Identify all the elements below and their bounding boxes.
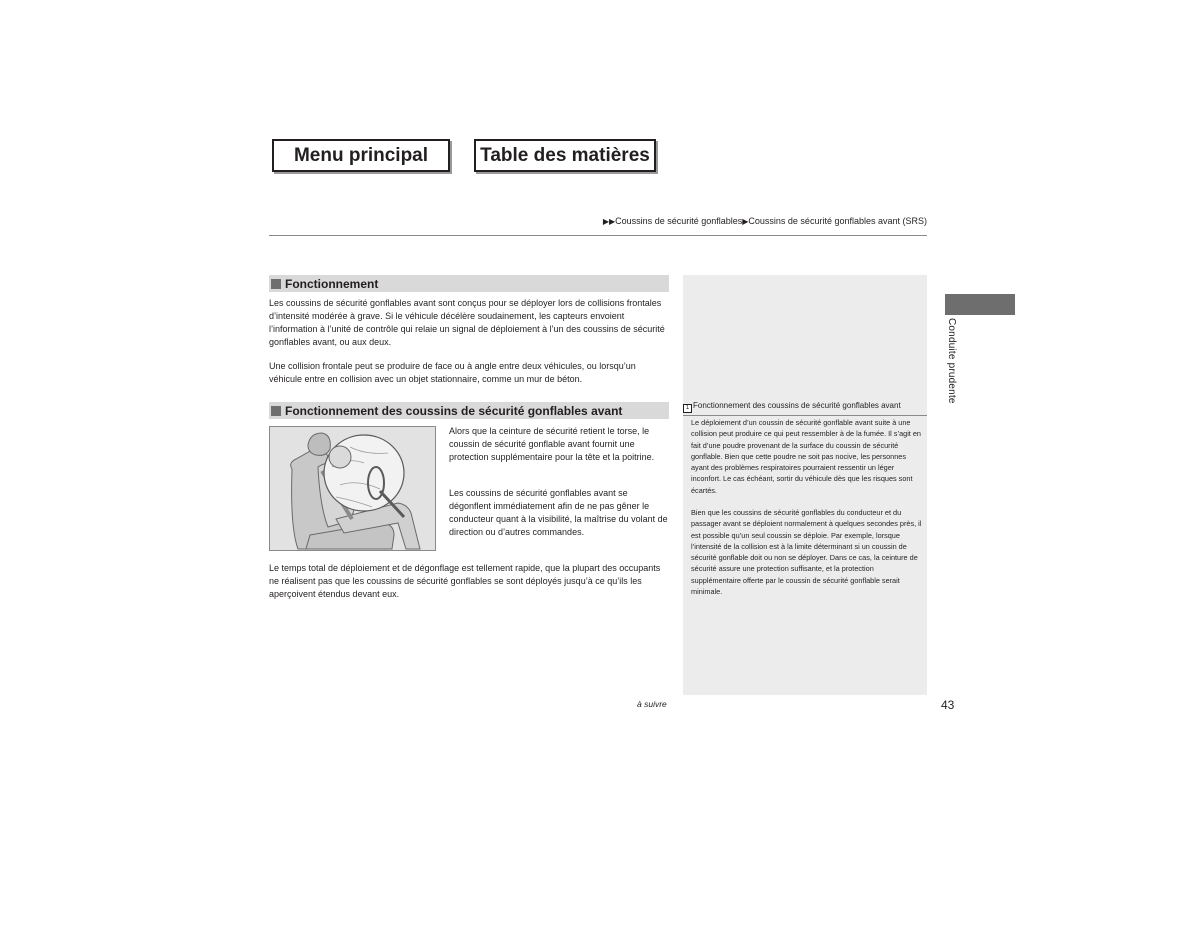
paragraph: Le temps total de déploiement et de dégonflage est tellement rapide, que la plupart des occupants ne réalisent pas que les coussins de sécurité gonflables se sont déployés jusqu’à ce qu’ils les aperçoivent étendus devant eux. — [269, 563, 661, 599]
paragraph: Les coussins de sécurité gonflables avant sont conçus pour se déployer lors de collisions frontales d’intensité modérée à grave. Si le véhicule décélère soudainement, les capteurs envoient l’information à l’unité de contrôle qui relaie un signal de déploiement à l’un des coussins de sécurité gonflables avant, ou aux deux. — [269, 298, 665, 347]
breadcrumb-separator: ▶ — [742, 217, 749, 226]
continued-label: à suivre — [637, 699, 667, 709]
note-reference-icon: 1 — [683, 404, 692, 413]
paragraph: Les coussins de sécurité gonflables avant se dégonflent immédiatement afin de ne pas gêner le conducteur quant à la visibilité, la maîtrise du volant de direction ou d’autres commandes. — [449, 488, 668, 537]
breadcrumb — [603, 216, 927, 226]
chapter-tab-label: Conduite prudente — [946, 318, 957, 404]
page-number: 43 — [941, 698, 955, 712]
sidebar-note-title-text: Fonctionnement des coussins de sécurité gonflables avant — [693, 401, 901, 410]
table-of-contents-button[interactable]: Table des matières — [474, 139, 656, 172]
section-heading-operation — [269, 275, 669, 292]
sidebar-note-title — [683, 401, 927, 416]
section-heading-text: Fonctionnement des coussins de sécurité gonflables avant — [285, 403, 623, 418]
heading-square-icon — [271, 406, 281, 416]
breadcrumb-level2: Coussins de sécurité gonflables avant (SRS) — [748, 216, 927, 226]
sidebar-note: Le déploiement d’un coussin de sécurité gonflable avant suite à une collision peut produire ce qui peut ressembler à de la fumée. Il s’agit en fait d’une poudre provenant de la surface du coussin de sécurité gonflable. Bien que cette poudre ne soit pas nocive, les personnes ayant des problèmes respiratoires pourraient ressentir un léger inconfort. Le cas échéant, sortir du véhicule dès que les risques sont écartés. — [691, 418, 921, 495]
section-heading-text: Fonctionnement — [285, 276, 379, 291]
breadcrumb-arrows: ▶▶ — [602, 217, 616, 226]
sidebar-note: Bien que les coussins de sécurité gonflables du conducteur et du passager avant se déploient normalement à quelques secondes près, il est possible qu’un seul coussin se déploie. Par exemple, lorsque l’intensité de la collision est à la limite déterminant si un coussin de sécurité gonflable doit ou non se déployer. Dans ce cas, la ceinture de sécurité assure une protection suffisante, et la protection supplémentaire offerte par le coussin de sécurité gonflable serait minimale. — [691, 508, 922, 597]
driver-airbag-drawing — [270, 427, 435, 550]
main-menu-button[interactable]: Menu principal — [272, 139, 450, 172]
paragraph: Une collision frontale peut se produire de face ou à angle entre deux véhicules, ou lorsqu’un véhicule entre en collision avec un objet stationnaire, comme un mur de béton. — [269, 361, 636, 384]
airbag-illustration — [269, 426, 436, 551]
section-heading-front-airbags — [269, 402, 669, 419]
header-divider — [269, 235, 927, 236]
paragraph: Alors que la ceinture de sécurité retient le torse, le coussin de sécurité gonflable avant fournit une protection supplémentaire pour la tête et la poitrine. — [449, 426, 655, 462]
heading-square-icon — [271, 279, 281, 289]
breadcrumb-level1-link[interactable]: Coussins de sécurité gonflables — [615, 216, 743, 226]
chapter-tab-marker — [945, 294, 1015, 315]
